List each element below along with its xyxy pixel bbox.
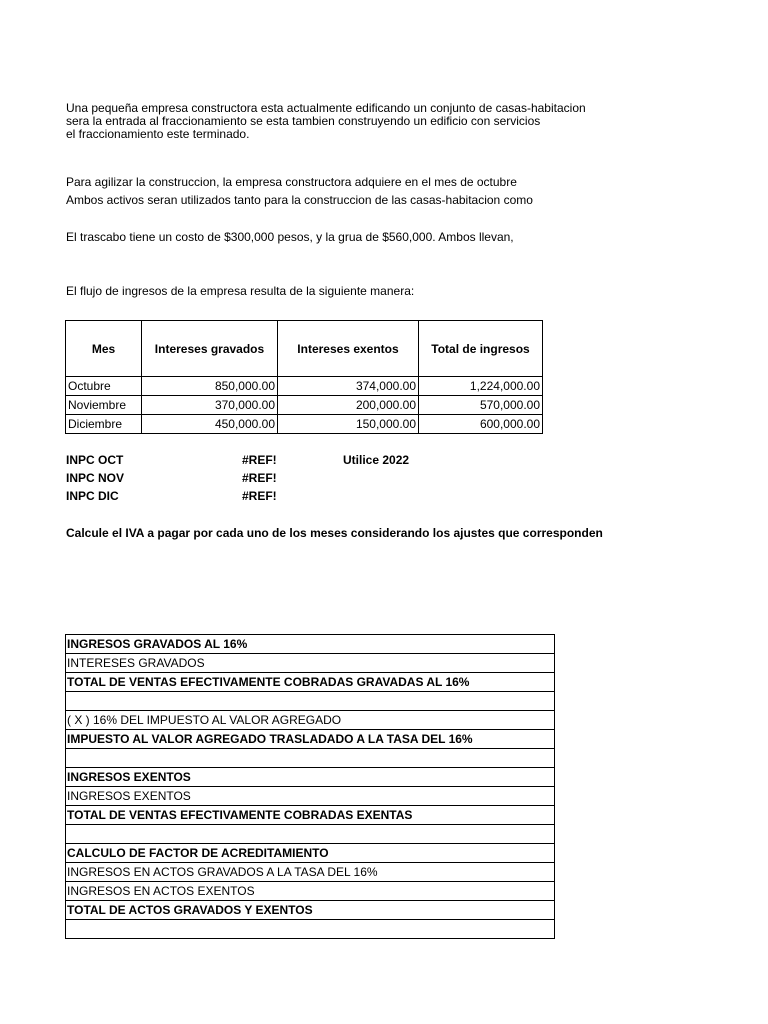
calc-row-label: TOTAL DE VENTAS EFECTIVAMENTE COBRADAS GRAVADAS AL 16%	[66, 673, 555, 692]
table-row	[66, 920, 555, 939]
calc-row-label: INGRESOS EN ACTOS GRAVADOS A LA TASA DEL 16%	[66, 863, 555, 882]
calc-row-label: INGRESOS EN ACTOS EXENTOS	[66, 882, 555, 901]
calc-row-label: TOTAL DE VENTAS EFECTIVAMENTE COBRADAS EXENTAS	[66, 806, 555, 825]
calc-row-label: IMPUESTO AL VALOR AGREGADO TRASLADADO A LA TASA DEL 16%	[66, 730, 555, 749]
table-row	[66, 749, 555, 768]
table-row	[66, 806, 555, 825]
cell-exentos: 200,000.00	[278, 396, 419, 415]
table-row	[66, 730, 555, 749]
header-mes: Mes	[66, 321, 142, 377]
header-intereses-exentos: Intereses exentos	[278, 321, 419, 377]
table-row	[66, 768, 555, 787]
cell-exentos: 150,000.00	[278, 415, 419, 434]
table-row	[66, 396, 543, 415]
table-row	[66, 844, 555, 863]
instruction-text: Calcule el IVA a pagar por cada uno de los meses considerando los ajustes que corresponden	[66, 526, 603, 540]
calc-row-label: INTERESES GRAVADOS	[66, 654, 555, 673]
inpc-year-note: Utilice 2022	[343, 453, 410, 467]
inpc-nov-value: #REF!	[242, 471, 277, 485]
cell-total: 1,224,000.00	[419, 377, 543, 396]
intro-paragraph-1-line-3: el fraccionamiento este terminado.	[66, 127, 250, 141]
cell-gravados: 370,000.00	[142, 396, 278, 415]
cell-mes: Octubre	[66, 377, 142, 396]
cell-total: 570,000.00	[419, 396, 543, 415]
cell-gravados: 850,000.00	[142, 377, 278, 396]
table-row	[66, 863, 555, 882]
inpc-oct-value: #REF!	[242, 453, 277, 467]
table-row	[66, 692, 555, 711]
flujo-header-row	[66, 321, 543, 377]
table-row	[66, 787, 555, 806]
table-row	[66, 825, 555, 844]
table-row	[66, 635, 555, 654]
table-row	[66, 654, 555, 673]
cell-mes: Noviembre	[66, 396, 142, 415]
inpc-dic-label: INPC DIC	[66, 489, 119, 503]
header-total-ingresos: Total de ingresos	[419, 321, 543, 377]
table-row	[66, 882, 555, 901]
calc-row-label: INGRESOS EXENTOS	[66, 787, 555, 806]
flujo-ingresos-table	[65, 320, 543, 434]
calc-row-label	[66, 920, 555, 939]
inpc-oct-label: INPC OCT	[66, 453, 124, 467]
intro-paragraph-1-line-2: sera la entrada al fraccionamiento se esta tambien construyendo un edificio con servicios	[66, 114, 541, 128]
intro-paragraph-2-line-2: Ambos activos seran utilizados tanto para la construccion de las casas-habitacion como	[66, 193, 533, 207]
table-row	[66, 377, 543, 396]
calc-row-label: CALCULO DE FACTOR DE ACREDITAMIENTO	[66, 844, 555, 863]
calc-row-label: TOTAL DE ACTOS GRAVADOS Y EXENTOS	[66, 901, 555, 920]
calc-row-label	[66, 692, 555, 711]
intro-paragraph-4: El flujo de ingresos de la empresa resulta de la siguiente manera:	[66, 284, 415, 298]
header-intereses-gravados: Intereses gravados	[142, 321, 278, 377]
cell-total: 600,000.00	[419, 415, 543, 434]
cell-gravados: 450,000.00	[142, 415, 278, 434]
iva-calculation-table	[65, 634, 555, 939]
cell-mes: Diciembre	[66, 415, 142, 434]
calc-row-label: INGRESOS EXENTOS	[66, 768, 555, 787]
inpc-dic-value: #REF!	[242, 489, 277, 503]
inpc-nov-label: INPC NOV	[66, 471, 125, 485]
intro-paragraph-3: El trascabo tiene un costo de $300,000 pesos, y la grua de $560,000. Ambos llevan,	[66, 230, 514, 244]
calc-row-label	[66, 749, 555, 768]
calc-row-label	[66, 825, 555, 844]
intro-paragraph-2-line-1: Para agilizar la construccion, la empresa constructora adquiere en el mes de octubre	[66, 175, 517, 189]
cell-exentos: 374,000.00	[278, 377, 419, 396]
table-row	[66, 901, 555, 920]
calc-row-label: ( X ) 16% DEL IMPUESTO AL VALOR AGREGADO	[66, 711, 555, 730]
intro-paragraph-1-line-1: Una pequeña empresa constructora esta actualmente edificando un conjunto de casas-habitacion	[66, 101, 586, 115]
table-row	[66, 711, 555, 730]
table-row	[66, 415, 543, 434]
table-row	[66, 673, 555, 692]
calc-row-label: INGRESOS GRAVADOS AL 16%	[66, 635, 555, 654]
